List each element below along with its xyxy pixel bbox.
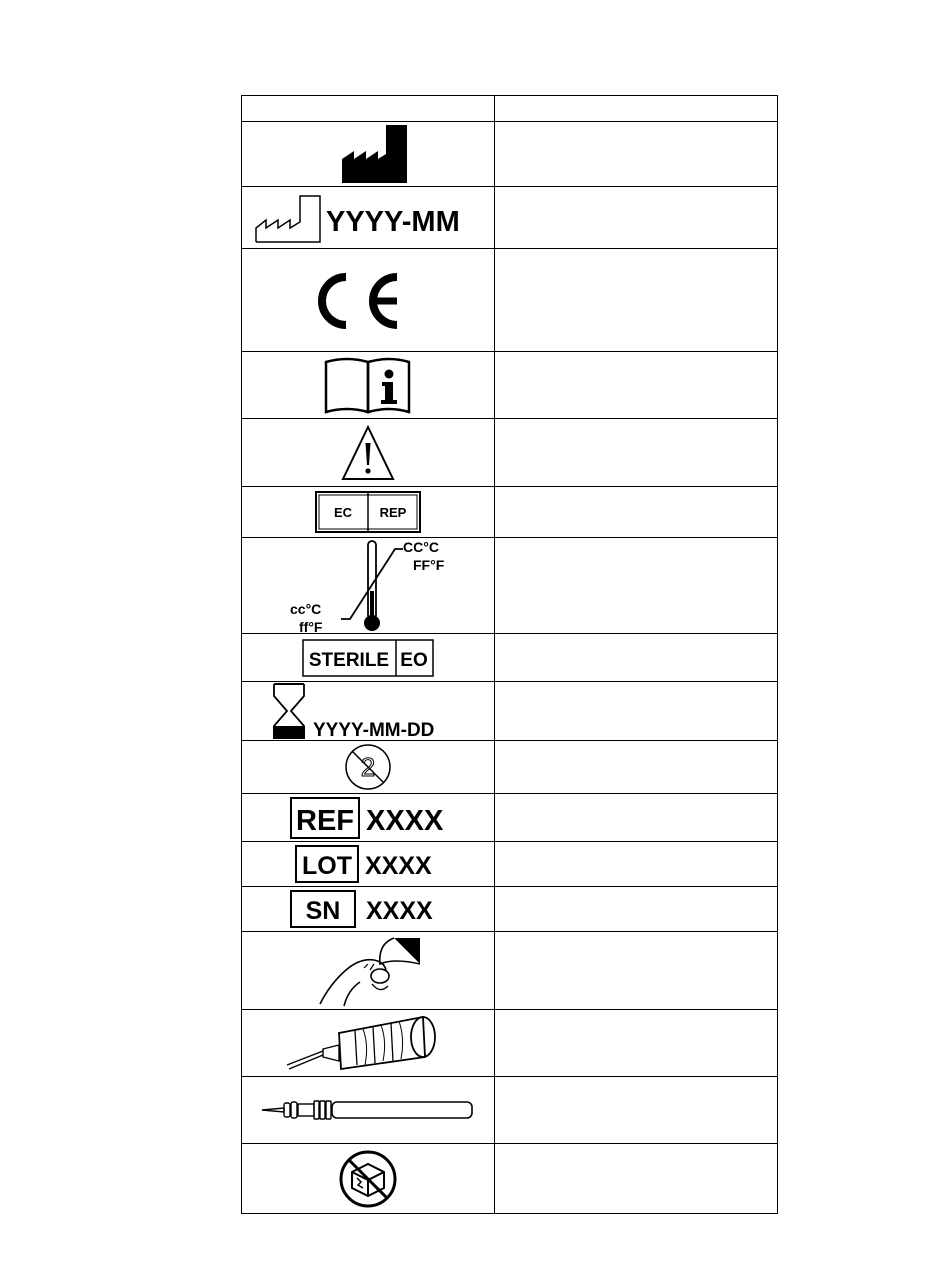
table-row: [242, 887, 778, 932]
table-row: [242, 1010, 778, 1077]
eo-label: EO: [400, 649, 428, 671]
ref-box-label: REF: [296, 804, 354, 837]
table-row: [242, 634, 778, 682]
temperature-limit-icon: [243, 539, 493, 633]
table-row: [242, 794, 778, 842]
table-row: [242, 1077, 778, 1144]
use-by-date-label: YYYY-MM-DD: [313, 720, 435, 740]
sn-value: XXXX: [366, 897, 433, 925]
serial-number-icon: [288, 888, 448, 930]
description-cell: [495, 741, 778, 794]
table-row: [242, 538, 778, 634]
do-not-reuse-icon: [343, 742, 393, 792]
description-cell: [495, 887, 778, 932]
description-cell: [495, 487, 778, 538]
description-cell: [495, 842, 778, 887]
lower-celsius-label: cc°C: [290, 600, 322, 617]
description-cell: [495, 1010, 778, 1077]
description-cell: [495, 187, 778, 249]
rep-label: REP: [379, 505, 407, 520]
ec-label: EC: [333, 505, 353, 520]
date-of-manufacture-label: YYYY-MM: [326, 205, 460, 238]
table-row: [242, 1144, 778, 1214]
do-not-reuse-digit: 2: [360, 752, 376, 782]
use-by-date-icon: [268, 682, 468, 740]
table-row: [242, 487, 778, 538]
lower-fahrenheit-label: ff°F: [299, 618, 323, 633]
lot-value: XXXX: [365, 852, 432, 880]
description-cell: [495, 249, 778, 352]
do-not-use-if-package-damaged-icon: [337, 1148, 399, 1210]
manufacturer-icon: [328, 123, 408, 185]
table-row: [242, 682, 778, 741]
description-cell: [495, 538, 778, 634]
description-cell: [495, 794, 778, 842]
table-row: [242, 352, 778, 419]
ec-rep-icon: [313, 489, 423, 535]
ref-icon: [288, 795, 448, 841]
ce-mark-icon: [313, 265, 423, 335]
description-cell: [495, 932, 778, 1010]
lot-icon: [293, 843, 443, 885]
description-cell: [495, 419, 778, 487]
table-row: [242, 249, 778, 352]
description-cell: [495, 122, 778, 187]
symbols-table: [241, 95, 778, 1214]
upper-celsius-label: CC°C: [403, 538, 439, 555]
sterile-label: STERILE: [308, 649, 390, 671]
caution-icon: [340, 423, 396, 483]
ref-value: XXXX: [366, 804, 444, 837]
description-cell: [495, 1144, 778, 1214]
table-row: [242, 419, 778, 487]
table-header-row: [242, 96, 778, 122]
description-cell: [495, 1077, 778, 1144]
table-row: [242, 932, 778, 1010]
consult-instructions-icon: [323, 354, 413, 416]
table-row: [242, 187, 778, 249]
description-cell: [495, 352, 778, 419]
upper-fahrenheit-label: FF°F: [413, 556, 445, 573]
table-row: [242, 842, 778, 887]
header-symbol-cell: [242, 96, 495, 122]
syringe-twist-icon: [283, 1011, 453, 1075]
description-cell: [495, 682, 778, 741]
lot-box-label: LOT: [302, 852, 352, 880]
description-cell: [495, 634, 778, 682]
sterile-eo-icon: [300, 636, 436, 680]
header-description-cell: [495, 96, 778, 122]
peel-here-icon: [308, 934, 428, 1008]
probe-needle-icon: [258, 1092, 478, 1128]
table-row: [242, 741, 778, 794]
date-of-manufacture-icon: [248, 188, 488, 248]
table-row: [242, 122, 778, 187]
sn-box-label: SN: [305, 897, 341, 925]
